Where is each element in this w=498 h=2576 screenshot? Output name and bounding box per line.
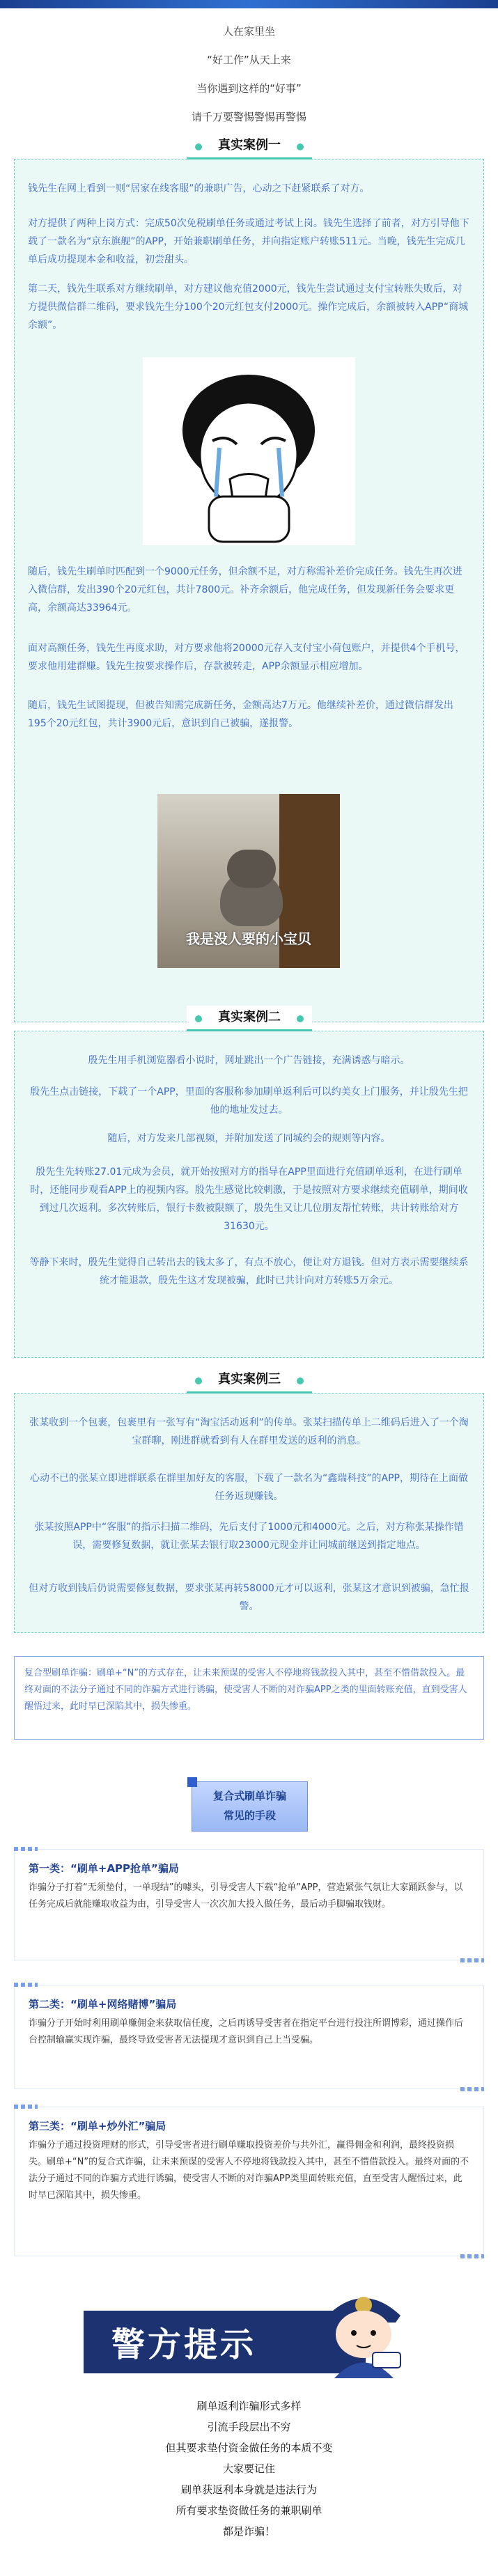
case-two-paragraph: 殷先生用手机浏览器看小说时，网址跳出一个广告链接，充满诱惑与暗示。 bbox=[88, 1055, 410, 1066]
case-three-paragraph: 但对方收到钱后仍说需要修复数据，要求张某再转58000元才可以返利，张某这才意识到被骗，急忙报警。 bbox=[29, 1583, 469, 1612]
police-warning-banner bbox=[84, 2277, 414, 2378]
warning-tip-line: 刷单返利诈骗形式多样 bbox=[196, 2400, 302, 2412]
intro-line: 人在家里坐 bbox=[222, 25, 275, 38]
warning-tip-line: 大家要记住 bbox=[222, 2462, 275, 2475]
case-two-title: 真实案例二 bbox=[187, 1006, 312, 1031]
intro-block bbox=[0, 24, 498, 138]
dashed-corner-icon bbox=[14, 1847, 38, 1851]
scheme-type-label: 第一类： bbox=[29, 1862, 71, 1875]
top-decorative-band bbox=[0, 0, 498, 8]
summary-text: 复合型刷单诈骗：刷单+“N”的方式存在，让未来预谋的受害人不停地将钱款投入其中，甚至不惜借款投入。最终对面的不法分子通过不同的诈骗方式进行诱骗，使受害人不断的对诈骗APP之类的里面转账充值，直到受害人醒悟过来，此时早已深陷其中，损失惨重。 bbox=[24, 1668, 467, 1712]
warning-title: 警方提示 bbox=[111, 2325, 257, 2364]
dashed-corner-icon bbox=[14, 1983, 38, 1987]
warning-tip-line: 刷单获返利本身就是违法行为 bbox=[180, 2483, 317, 2496]
case-one-paragraph: 随后，钱先生刷单时匹配到一个9000元任务，但余额不足，对方称需补差价完成任务。钱先生再次进入微信群，发出390个20元红包，共计7800元。补齐余额后，他完成任务，但发现新任务会要求更高，余额高达33964元。 bbox=[28, 566, 462, 614]
police-officer-icon bbox=[313, 2277, 414, 2378]
cat-meme-image bbox=[157, 794, 340, 968]
case-three-paragraph: 张某收到一个包裹，包裹里有一张写有“淘宝活动返利”的传单。张某扫描传单上二维码后进入了一个淘宝群聊，刚进群就看到有人在群里发送的返利的消息。 bbox=[29, 1417, 469, 1446]
intro-line: 当你遇到这样的“好事” bbox=[196, 82, 302, 95]
case-one-title: 真实案例一 bbox=[187, 134, 312, 159]
case-two-paragraph: 殷先生点击链接，下载了一个APP，里面的客服称参加刷单返利后可以约美女上门服务，并让殷先生把他的地址发过去。 bbox=[30, 1086, 468, 1116]
dashed-corner-icon bbox=[460, 1958, 484, 1962]
scheme-type-body: 诈骗分子通过投资理财的形式，引导受害者进行刷单赚取投资差价与共外汇，赢得佣金和利润，最终投资损失。刷单+“N”的复合式诈骗，让未来预谋的受害人不停地将钱款投入其中，甚至不惜借款投入。最终对面的不法分子通过不同的诈骗方式进行诱骗，使受害人不断的对诈骗APP类里面转账充值，直至受害人醒悟过来，此时早已深陷其中，损失惨重。 bbox=[29, 2140, 469, 2201]
scheme-type-card bbox=[14, 1849, 484, 1960]
warning-tip-line: 所有要求垫资做任务的兼职刷单 bbox=[176, 2504, 322, 2517]
scheme-type-body: 诈骗分子开始时利用刷单赚佣金来获取信任度，之后再诱导受害者在指定平台进行投注所谓博彩，通过操作后台控制输赢实现诈骗，最终导致受害者无法提现才意识到自己上当受骗。 bbox=[29, 2018, 464, 2045]
intro-line: 请千万要警惕警惕再警惕 bbox=[191, 111, 306, 123]
warning-tip-line: 都是诈骗！ bbox=[222, 2525, 275, 2538]
scheme-type-label: 第三类： bbox=[29, 2120, 71, 2132]
case-three-title: 真实案例三 bbox=[187, 1368, 312, 1394]
case-two-paragraph: 随后，对方发来几部视频，并附加发送了同城约会的规则等内容。 bbox=[107, 1133, 391, 1144]
scheme-type-card bbox=[14, 1985, 484, 2089]
dashed-corner-icon bbox=[460, 2087, 484, 2091]
case-three-paragraph: 张某按照APP中“客服”的指示扫描二维码，先后支付了1000元和4000元。之后，对方称张某操作错误，需要修复数据，就让张某去银行取23000元现金并让同城前继送到指定地点。 bbox=[34, 1522, 464, 1551]
warning-tip-line: 引流手段层出不穷 bbox=[207, 2421, 291, 2433]
case-one-paragraph: 钱先生在网上看到一则“居家在线客服”的兼职广告，心动之下赶紧联系了对方。 bbox=[28, 183, 370, 194]
summary-box bbox=[14, 1656, 484, 1740]
scheme-type-label: 第二类： bbox=[29, 1998, 71, 2011]
scheme-type-title: “刷单+网络赌博”骗局 bbox=[70, 1998, 177, 2011]
case-one-paragraph: 对方提供了两种上岗方式：完成50次免税刷单任务或通过考试上岗。钱先生选择了前者，对方引导他下载了一款名为“京东旗舰”的APP，开始兼职刷单任务，并向指定账户转账511元。当晚，钱先生完成几单后成功提现本金和收益，初尝甜头。 bbox=[28, 218, 469, 265]
scheme-header bbox=[192, 1781, 308, 1832]
corner-square-icon bbox=[187, 1777, 197, 1787]
case-one-paragraph: 面对高额任务，钱先生再度求助，对方要求他将20000元存入支付宝小荷包账户，并提供4个手机号，要求他用建群赚。钱先生按要求操作后，存款被转走，APP余额显示相应增加。 bbox=[28, 643, 465, 672]
scheme-type-title: “刷单+APP抢单”骗局 bbox=[70, 1862, 179, 1875]
case-one-paragraph: 第二天，钱先生联系对方继续刷单，对方建议他充值2000元，钱先生尝试通过支付宝转账失败后，对方提供微信群二维码，要求钱先生分100个20元红包支付2000元。操作完成后，余额被转入APP“商城余额”。 bbox=[28, 283, 469, 331]
scheme-type-body: 诈骗分子打着“无须垫付，一单现结”的噱头，引导受害人下载“抢单”APP，营造紧张气氛让大家踊跃参与，以任务完成后就能赚取收益为由，引导受害人一次次加大投入做任务，最后动手脚骗取钱财。 bbox=[29, 1882, 463, 1910]
scheme-header-line: 复合式刷单诈骗 bbox=[212, 1790, 286, 1802]
scheme-type-card bbox=[14, 2107, 484, 2256]
dashed-corner-icon bbox=[14, 2105, 38, 2109]
warning-tips bbox=[0, 2396, 498, 2542]
cat-meme-caption: 我是没人要的小宝贝 bbox=[186, 930, 311, 947]
intro-line: “好工作”从天上来 bbox=[207, 54, 291, 66]
case-three-paragraph: 心动不已的张某立即进群联系在群里加好友的客服，下载了一款名为“鑫瑞科技”的APP，期待在上面做任务返现赚钱。 bbox=[30, 1473, 468, 1502]
dashed-corner-icon bbox=[460, 2254, 484, 2258]
case-two-paragraph: 等静下来时，殷先生觉得自己转出去的钱太多了，有点不放心，便让对方退钱。但对方表示需要继续系统才能退款，殷先生这才发现被骗，此时已共计向对方转账5万余元。 bbox=[29, 1257, 469, 1286]
scheme-header-line: 常见的手段 bbox=[223, 1809, 276, 1822]
warning-tip-line: 但其要求垫付资金做任务的本质不变 bbox=[165, 2442, 333, 2454]
scheme-type-title: “刷单+炒外汇”骗局 bbox=[70, 2120, 166, 2132]
case-one-paragraph: 随后，钱先生试图提现，但被告知需完成新任务，金额高达7万元。他继续补差价，通过微信群发出195个20元红包，共计3900元后，意识到自己被骗，遂报警。 bbox=[28, 700, 453, 729]
case-two-paragraph: 殷先生先转账27.01元成为会员，就开始按照对方的指导在APP里面进行充值刷单返利，在进行刷单时，还能同步观看APP上的视频内容。殷先生感觉比较刺激，于是按照对方要求继续充值刷单，期间收到过几次返利。多次转账后，银行卡数被限额了，殷先生又让几位朋友帮忙转账，共计转账给对方31630元。 bbox=[30, 1166, 468, 1232]
crying-meme-image bbox=[143, 357, 355, 545]
